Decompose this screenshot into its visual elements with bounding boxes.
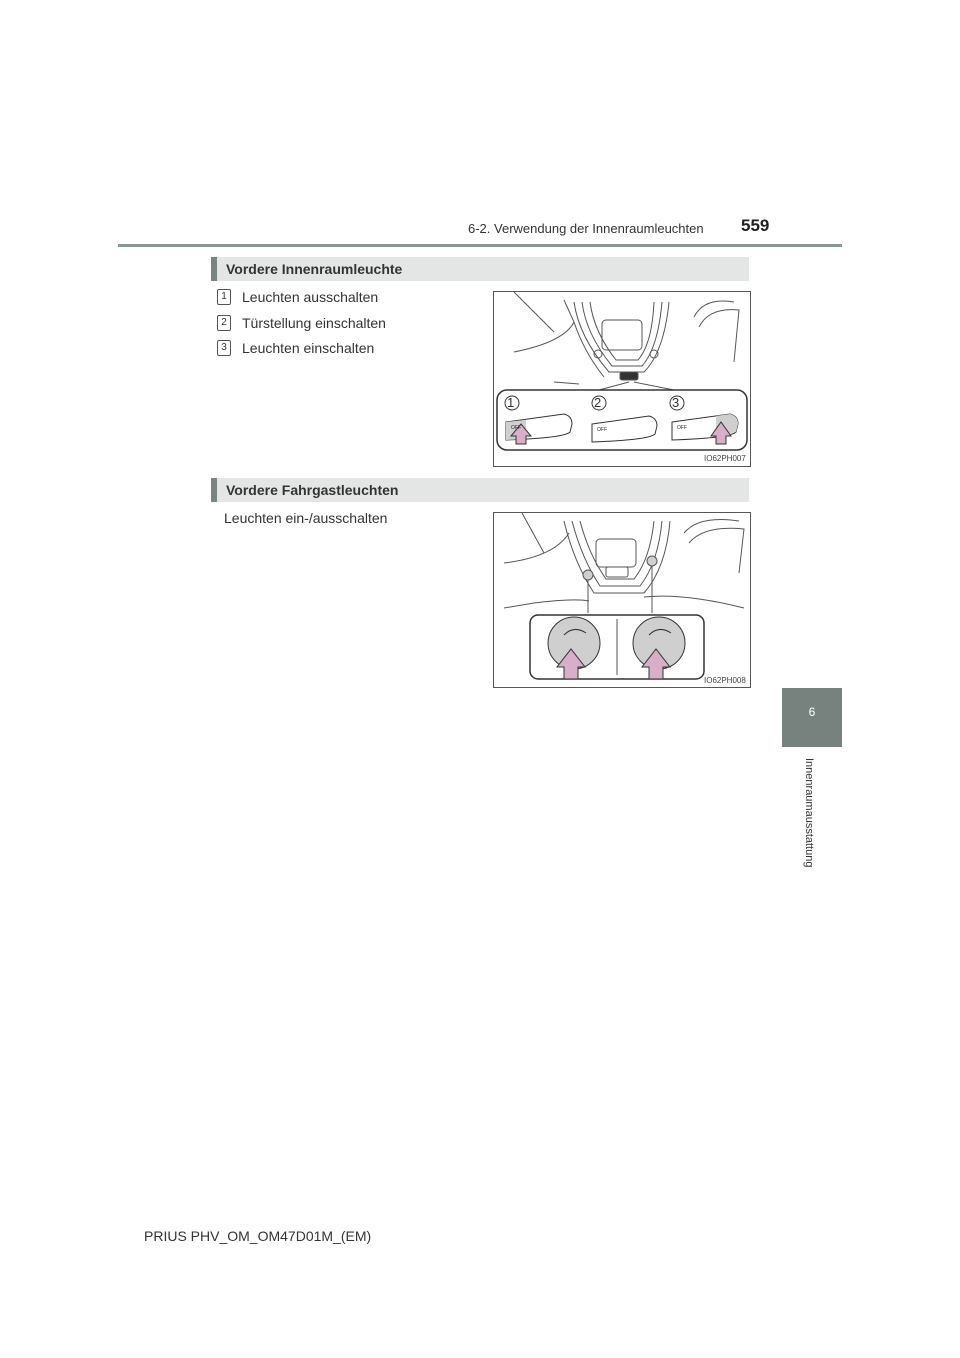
running-header: 6-2. Verwendung der Innenraumleuchten bbox=[468, 221, 704, 236]
page-number: 559 bbox=[741, 216, 770, 235]
switch-off-label: OFF bbox=[677, 425, 687, 431]
section-accent bbox=[211, 478, 217, 502]
section-title: Vordere Innenraumleuchte bbox=[226, 261, 403, 277]
section-text: Leuchten ein-/ausschalten bbox=[224, 510, 388, 526]
section-accent bbox=[211, 257, 217, 281]
item-text: Türstellung einschalten bbox=[242, 315, 386, 331]
figure-code: IO62PH008 bbox=[704, 676, 746, 685]
item-text: Leuchten einschalten bbox=[242, 340, 375, 356]
item-number-badge: 3 bbox=[217, 340, 231, 356]
passenger-lights-illustration bbox=[494, 513, 750, 687]
ceiling-console-illustration bbox=[494, 292, 750, 466]
section-title: Vordere Fahrgastleuchten bbox=[226, 482, 399, 498]
document-id: PRIUS PHV_OM_OM47D01M_(EM) bbox=[144, 1228, 372, 1244]
chapter-tab bbox=[782, 688, 842, 747]
figure-code: IO62PH007 bbox=[704, 454, 746, 463]
section-heading-front-passenger-lights bbox=[211, 478, 749, 502]
switch-off-label: OFF bbox=[597, 427, 607, 433]
front-interior-light-figure bbox=[493, 291, 751, 467]
section-heading-front-interior-light bbox=[211, 257, 749, 281]
figure-label: 1 bbox=[507, 395, 515, 410]
chapter-number: 6 bbox=[808, 705, 816, 719]
item-number-badge: 2 bbox=[217, 315, 231, 331]
figure-label: 3 bbox=[672, 395, 680, 410]
front-passenger-lights-figure bbox=[493, 512, 751, 688]
chapter-title: Innenraumausstattung bbox=[803, 758, 815, 868]
item-text: Leuchten ausschalten bbox=[242, 289, 379, 305]
figure-label: 2 bbox=[594, 395, 602, 410]
item-number-badge: 1 bbox=[217, 289, 231, 305]
switch-off-label: OFF bbox=[511, 425, 521, 431]
header-rule bbox=[118, 244, 842, 247]
